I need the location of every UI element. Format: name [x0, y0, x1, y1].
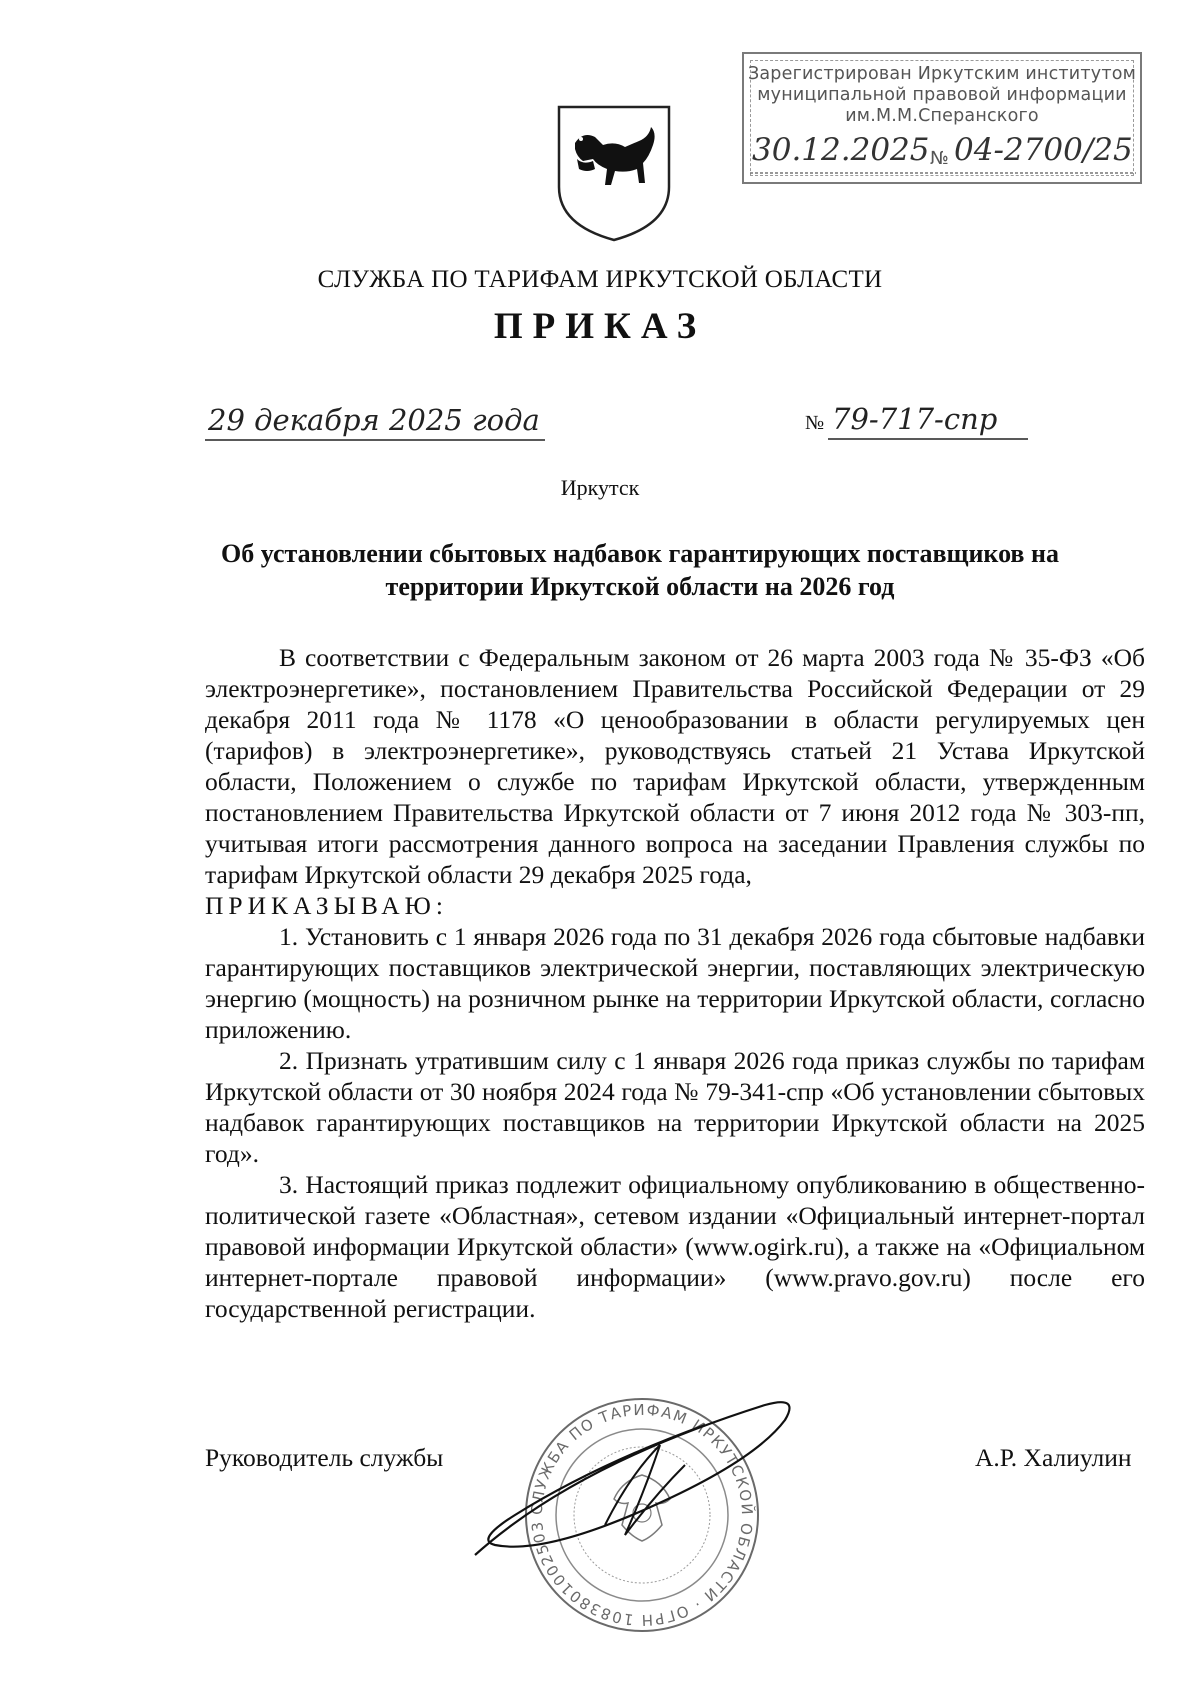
decree-item: 3. Настоящий приказ подлежит официальному опубликованию в общественно-политической газете «Областная», сетевом издании «Официальный интернет-портал правовой информации Иркутской области» (www.ogirk.ru), а также на «Официальном интернет-портале правовой информации» (www.pravo.gov.ru) после его государственной регистрации.	[205, 1170, 1145, 1323]
registration-stamp-line: Зарегистрирован Иркутским институтом	[747, 64, 1137, 84]
registration-number-label: №	[930, 148, 949, 169]
order-date: 29 декабря 2025 года	[208, 403, 540, 437]
registration-number: 04-2700/25	[954, 132, 1133, 168]
decree-item: 2. Признать утратившим силу с 1 января 2026 года приказ службы по тарифам Иркутской области от 30 ноября 2024 года № 79-341-спр «Об установлении сбытовых надбавок гарантирующих поставщиков на территории Иркутской области на 2025 год».	[205, 1046, 1145, 1168]
signatory-name: А.Р. Халиулин	[975, 1443, 1132, 1472]
subject-line: Об установлении сбытовых надбавок гарантирующих поставщиков на	[221, 539, 1059, 568]
preamble-paragraph: В соответствии с Федеральным законом от 26 марта 2003 года № 35-ФЗ «Об электроэнергетике», постановлением Правительства Российской Федерации от 29 декабря 2011 года № 1178 «О ценообразовании в области регулируемых цен (тарифов) в электроэнергетике», руководствуясь статьей 21 Устава Иркутской области, Положением о службе по тарифам Иркутской области, утвержденным постановлением Правительства Иркутской области от 7 июня 2012 года № 303-пп, учитывая итоги рассмотрения данного вопроса на заседании Правления службы по тарифам Иркутской области 29 декабря 2025 года,	[205, 643, 1145, 889]
signatory-position: Руководитель службы	[205, 1443, 444, 1472]
order-number-label: №	[805, 412, 825, 434]
date-underline	[205, 437, 545, 443]
seal-text: СЛУЖБА ПО ТАРИФАМ ИРКУТСКОЙ ОБЛАСТИ · ОГРН 1083801002503	[527, 1400, 757, 1630]
agency-name: СЛУЖБА ПО ТАРИФАМ ИРКУТСКОЙ ОБЛАСТИ	[317, 266, 883, 293]
decree-item: 1. Установить с 1 января 2026 года по 31 декабря 2026 года сбытовые надбавки гарантирующих поставщиков электрической энергии, поставляющих электрическую энергию (мощность) на розничном рынке на территории Иркутской области, согласно приложению.	[205, 922, 1145, 1044]
number-underline	[828, 436, 1028, 442]
document-body	[205, 642, 1145, 1324]
document-type: ПРИКАЗ	[493, 306, 707, 347]
handwritten-signature	[455, 1385, 815, 1565]
city: Иркутск	[560, 475, 640, 500]
order-number: 79-717-спр	[832, 402, 998, 436]
subject-line: территории Иркутской области на 2026 год	[385, 572, 895, 601]
registration-stamp-line: муниципальной правовой информации	[757, 85, 1127, 105]
registration-stamp-line: им.М.М.Сперанского	[845, 106, 1039, 126]
document-subject	[160, 537, 1120, 603]
registration-stamp	[742, 52, 1142, 184]
decree-word: ПРИКАЗЫВАЮ:	[205, 891, 448, 920]
registration-date: 30.12.2025	[752, 132, 930, 168]
coat-of-arms	[553, 103, 675, 243]
